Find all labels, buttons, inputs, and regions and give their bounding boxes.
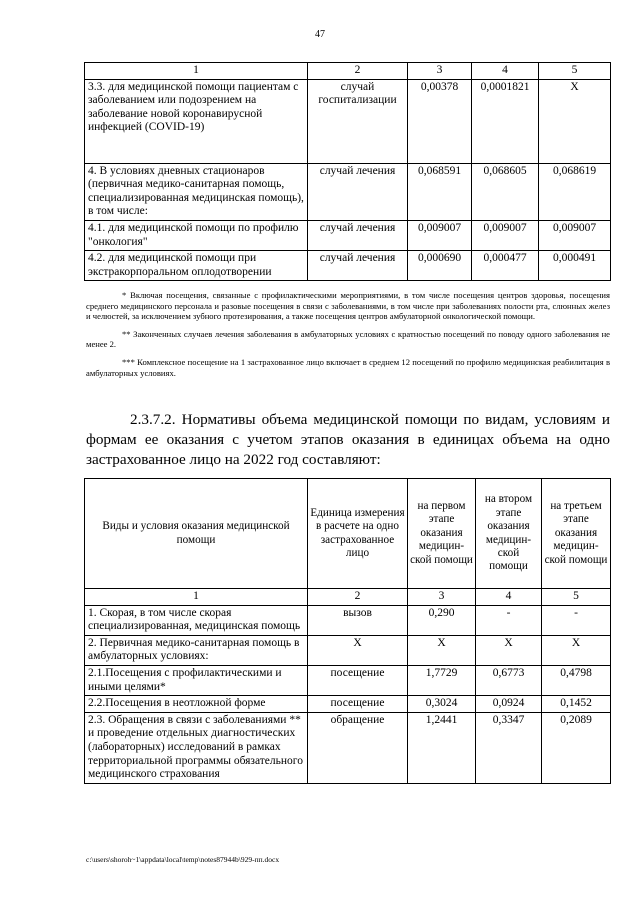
value-cell: 0,068591	[408, 163, 472, 220]
file-path-footer: c:\users\shoroh~1\appdata\local\temp\notes87944b\929-пп.docx	[86, 855, 280, 864]
column-number: 1	[85, 589, 308, 606]
value-cell: 1,7729	[408, 665, 476, 695]
value-cell: 0,009007	[408, 220, 472, 250]
value-cell: 0,6773	[476, 665, 542, 695]
row-label: 1. Скорая, в том числе скорая специализированная, медицинская помощь	[85, 605, 308, 635]
footnote: *** Комплексное посещение на 1 застрахованное лицо включает в среднем 12 посещений по профилю медицинская реабилитация в амбулаторных условиях.	[86, 356, 610, 378]
footnote: ** Законченных случаев лечения заболевания в амбулаторных условиях с кратностью посещений по поводу одного заболевания не менее 2.	[86, 328, 610, 350]
column-header: на первом этапе оказания медицин-ской помощи	[408, 479, 476, 589]
column-header-row	[85, 479, 611, 589]
value-cell: -	[476, 605, 542, 635]
value-cell: 1,2441	[408, 712, 476, 783]
value-cell: 0,0001821	[472, 79, 539, 163]
table-volumes-continued	[84, 62, 611, 281]
row-label: 4.2. для медицинской помощи при экстракорпоральном оплодотворении	[85, 251, 308, 281]
column-number: 4	[476, 589, 542, 606]
row-label: 2. Первичная медико-санитарная помощь в амбулаторных условиях:	[85, 635, 308, 665]
table-row	[85, 251, 611, 281]
header-cell: 2	[308, 63, 408, 80]
page-number: 47	[315, 29, 325, 40]
unit-cell: случай лечения	[308, 251, 408, 281]
column-number: 3	[408, 589, 476, 606]
unit-cell: вызов	[308, 605, 408, 635]
row-label: 2.1.Посещения с профилактическими и иными целями*	[85, 665, 308, 695]
header-cell: 1	[85, 63, 308, 80]
value-cell: 0,3347	[476, 712, 542, 783]
value-cell: 0,000491	[539, 251, 611, 281]
value-cell: 0,4798	[542, 665, 611, 695]
footnote: * Включая посещения, связанные с профилактическими мероприятиями, в том числе посещения центров здоровья, посещения среднего медицинского персонала и разовые посещения в связи с заболеваниями, в том числе при заболеваниях полости рта, слюнных желез и челюстей, за исключением зубного протезирования, а также посещения центров амбулаторной онкологической помощи.	[86, 290, 610, 322]
column-header: Единица измерения в расчете на одно застрахованное лицо	[308, 479, 408, 589]
value-cell: X	[542, 635, 611, 665]
header-cell: 5	[539, 63, 611, 80]
table-row	[85, 712, 611, 783]
value-cell: 0,009007	[472, 220, 539, 250]
table-row	[85, 163, 611, 220]
unit-cell: обращение	[308, 712, 408, 783]
row-label: 4. В условиях дневных стационаров (первичная медико-санитарная помощь, специализированная медицинская помощь), в том числе:	[85, 163, 308, 220]
unit-cell: посещение	[308, 696, 408, 713]
value-cell: 0,009007	[539, 220, 611, 250]
value-cell: X	[539, 79, 611, 163]
table-row	[85, 79, 611, 163]
header-cell: 4	[472, 63, 539, 80]
table-row	[85, 635, 611, 665]
table-row	[85, 665, 611, 695]
row-label: 3.3. для медицинской помощи пациентам с заболеванием или подозрением на заболевание новой коронавирусной инфекцией (COVID-19)	[85, 79, 308, 163]
value-cell: X	[476, 635, 542, 665]
value-cell: 0,000690	[408, 251, 472, 281]
footnotes	[86, 290, 610, 385]
column-header: Виды и условия оказания медицинской помощи	[85, 479, 308, 589]
column-number: 2	[308, 589, 408, 606]
value-cell: -	[542, 605, 611, 635]
value-cell: 0,068619	[539, 163, 611, 220]
unit-cell: случай лечения	[308, 220, 408, 250]
value-cell: 0,068605	[472, 163, 539, 220]
unit-cell: случай лечения	[308, 163, 408, 220]
column-number-row	[85, 589, 611, 606]
unit-cell: посещение	[308, 665, 408, 695]
table-row	[85, 696, 611, 713]
row-label: 4.1. для медицинской помощи по профилю "онкология"	[85, 220, 308, 250]
unit-cell: X	[308, 635, 408, 665]
unit-cell: случай госпитализации	[308, 79, 408, 163]
table-volume-norms-2022	[84, 478, 611, 784]
row-label: 2.2.Посещения в неотложной форме	[85, 696, 308, 713]
column-number: 5	[542, 589, 611, 606]
header-cell: 3	[408, 63, 472, 80]
value-cell: X	[408, 635, 476, 665]
value-cell: 0,1452	[542, 696, 611, 713]
column-header: на втором этапе оказания медицин-ской помощи	[476, 479, 542, 589]
section-heading: 2.3.7.2. Нормативы объема медицинской помощи по видам, условиям и формам ее оказания с учетом этапов оказания в единицах объема на одно застрахованное лицо на 2022 год составляют:	[86, 411, 610, 468]
row-label: 2.3. Обращения в связи с заболеваниями ** и проведение отдельных диагностических (лабораторных) исследований в рамках территориальной программы обязательного медицинского страхования	[85, 712, 308, 783]
value-cell: 0,000477	[472, 251, 539, 281]
value-cell: 0,00378	[408, 79, 472, 163]
value-cell: 0,2089	[542, 712, 611, 783]
value-cell: 0,290	[408, 605, 476, 635]
value-cell: 0,3024	[408, 696, 476, 713]
table-row	[85, 220, 611, 250]
table-header-row	[85, 63, 611, 80]
table-row	[85, 605, 611, 635]
value-cell: 0,0924	[476, 696, 542, 713]
column-header: на третьем этапе оказания медицин-ской помощи	[542, 479, 611, 589]
